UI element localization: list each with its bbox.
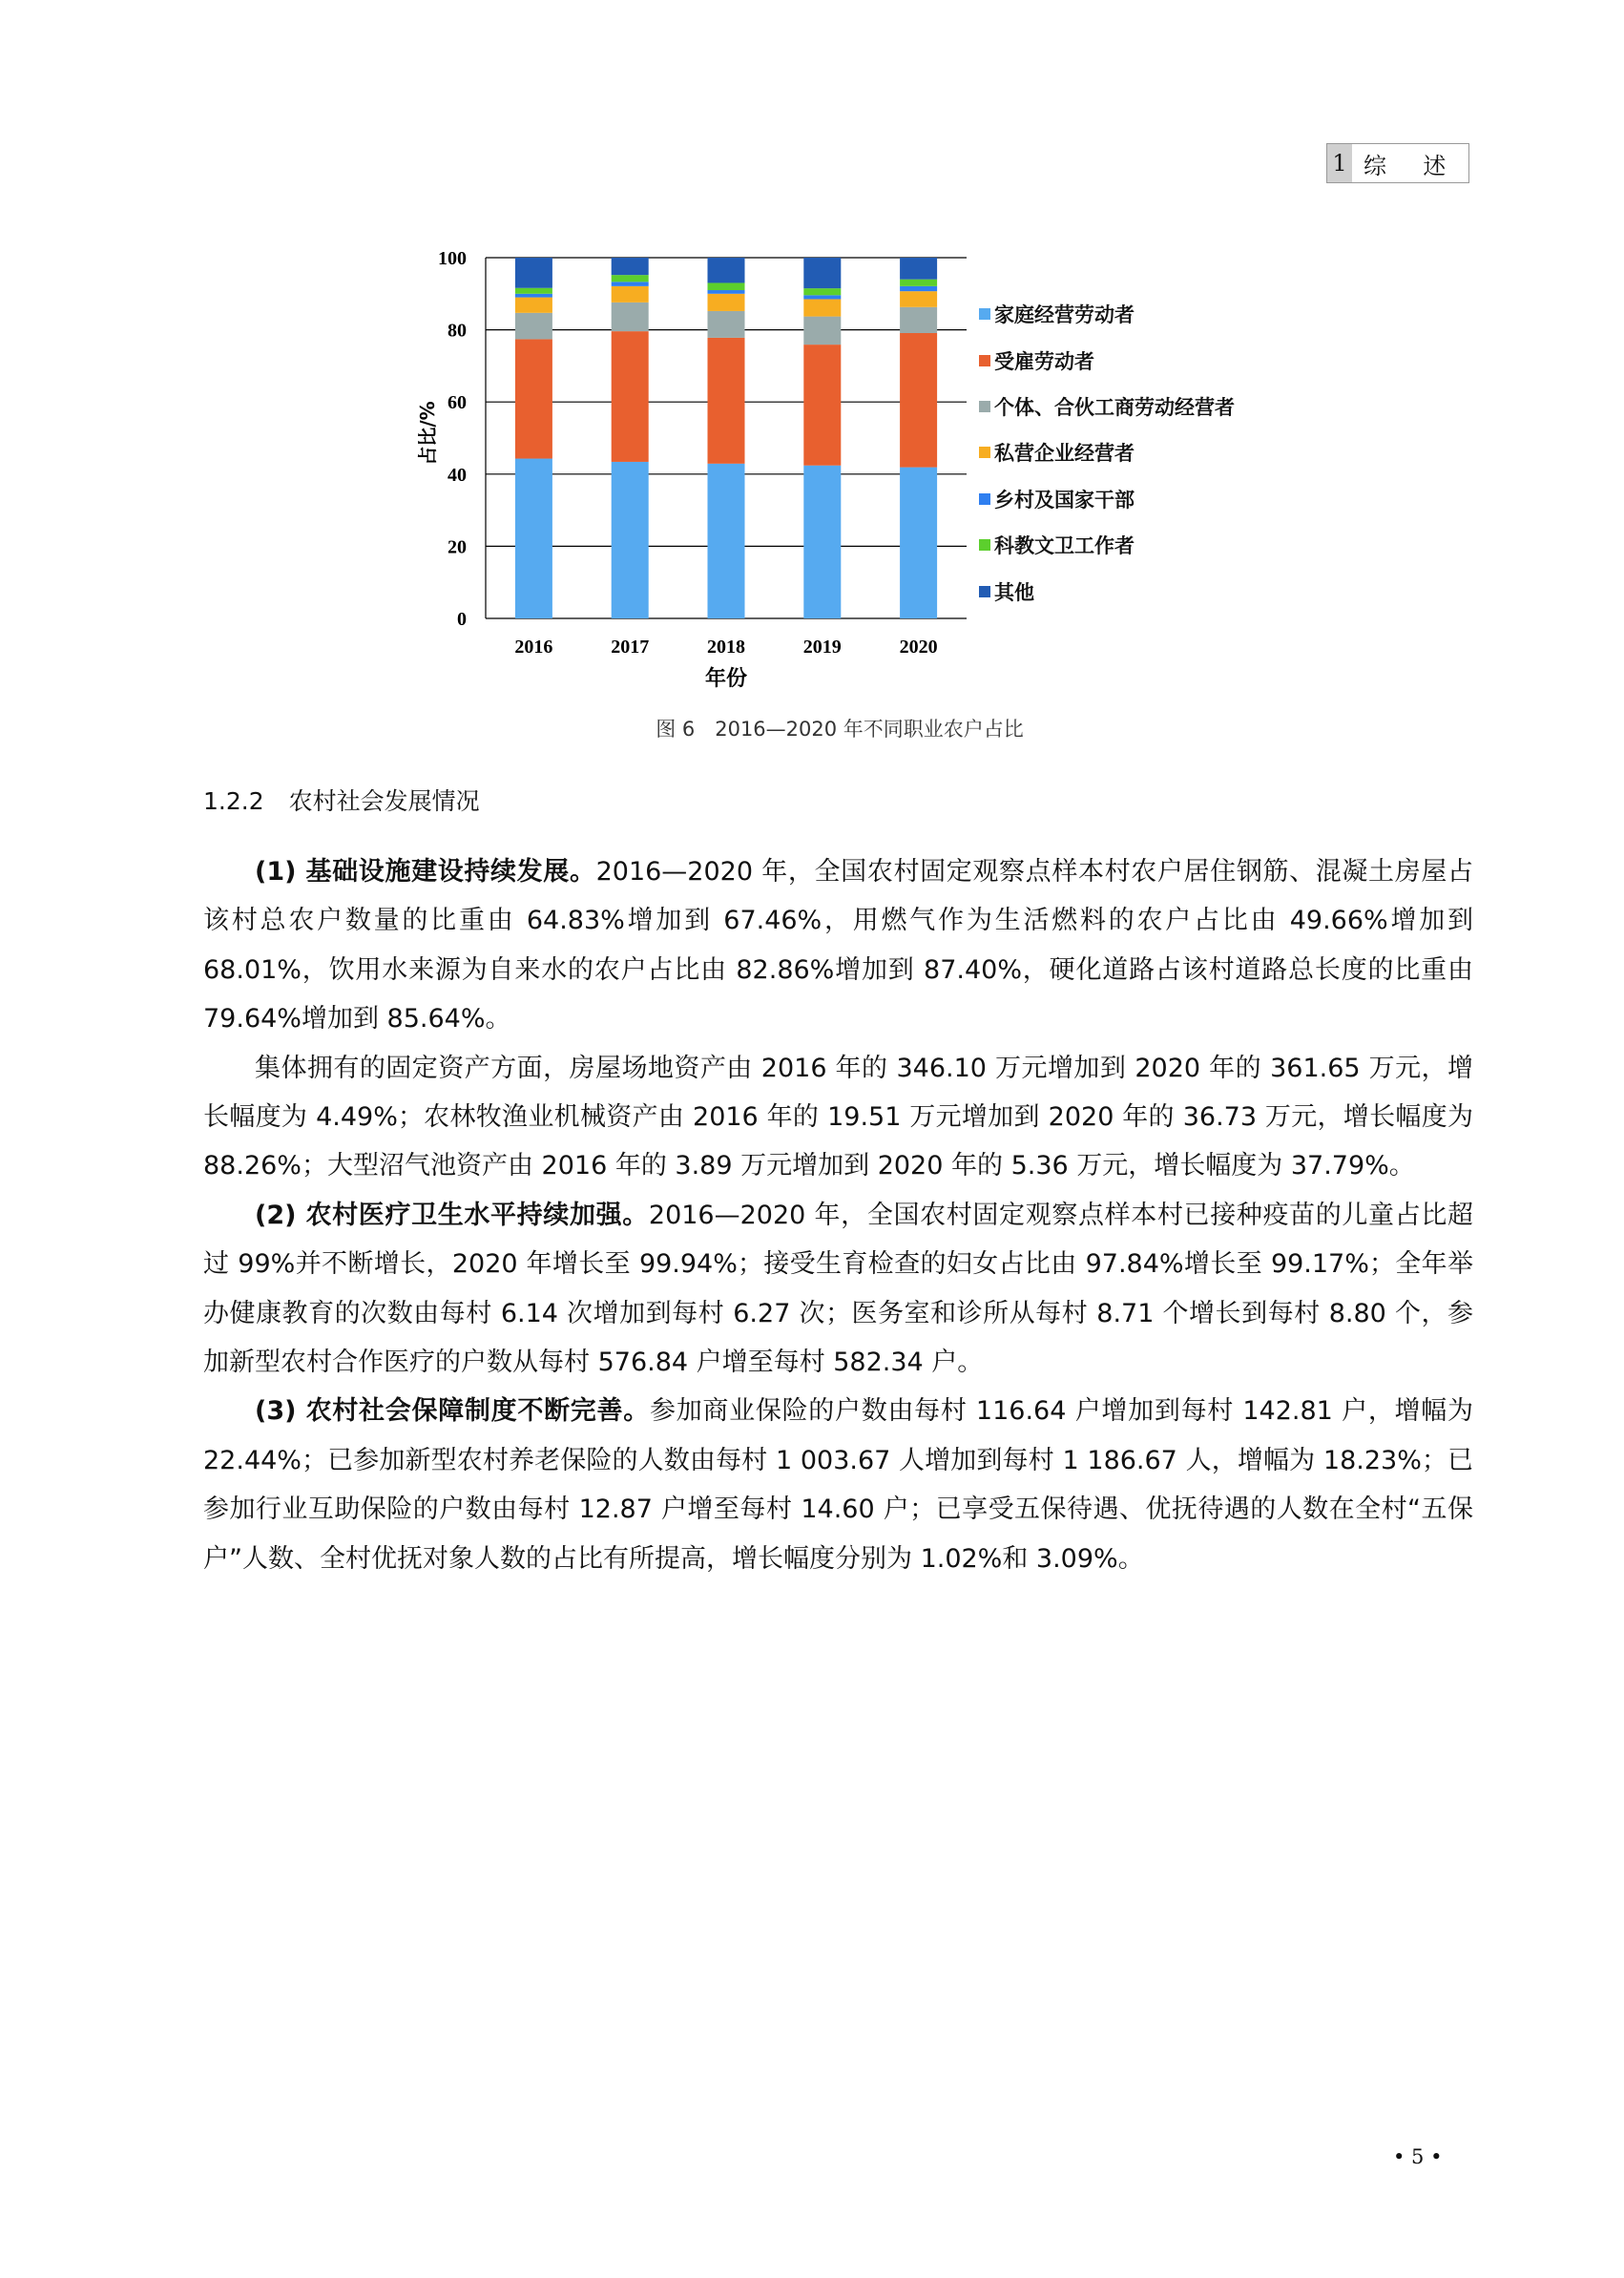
legend-swatch [979, 308, 990, 320]
bar-segment [900, 280, 937, 286]
bar-segment [803, 345, 841, 466]
legend-label: 受雇劳动者 [994, 349, 1094, 373]
bar-segment [803, 317, 841, 345]
y-axis-label: 占比/% [416, 401, 439, 466]
paragraph-infrastructure [203, 847, 1473, 1044]
bar-segment [900, 258, 937, 280]
bar-segment [708, 338, 745, 464]
bar-segment [612, 462, 649, 618]
bar-segment [612, 275, 649, 282]
legend-swatch [979, 539, 990, 551]
legend-label: 乡村及国家干部 [994, 488, 1135, 512]
bar-segment [612, 282, 649, 286]
figure-caption: 图 6 2016—2020 年不同职业农户占比 [656, 718, 1024, 741]
x-tick-label: 2016 [514, 637, 553, 658]
bar-segment [708, 294, 745, 311]
chapter-title: 综述 [1364, 152, 1483, 179]
bar-segment [515, 288, 552, 294]
bar-segment [515, 258, 552, 288]
bar-segment [515, 459, 552, 618]
legend-item [979, 384, 1235, 429]
bar-segment [803, 295, 841, 299]
bar-segment [900, 286, 937, 291]
section-title: 农村社会发展情况 [288, 787, 480, 815]
paragraph-fixed-assets [203, 1044, 1473, 1191]
bar-segment [612, 303, 649, 331]
bar-segment [803, 258, 841, 288]
bar-segment [900, 307, 937, 333]
bar-segment [900, 291, 937, 307]
legend-item [979, 337, 1235, 383]
paragraph-text: 2016—2020 年，全国农村固定观察点样本村已接种疫苗的儿童占比超过 99%并不断增长，2020 年增长至 99.94%；接受生育检查的妇女占比由 97.84%增长至 99.17%；全年举办健康教育的次数由每村 6.14 次增加到每村 6.27 次；医务室和诊所从每村 8.71 个增长到每村 8.80 个，参加新型农村合作医疗的户数从每村 576.84 户增至每村 582.34 户。 [203, 1200, 1473, 1378]
x-tick-label: 2019 [802, 637, 842, 658]
legend-item [979, 291, 1235, 337]
legend-label: 私营企业经营者 [994, 442, 1135, 466]
section-number: 1.2.2 [203, 787, 264, 815]
bar-segment [515, 298, 552, 313]
bar-segment [900, 333, 937, 468]
paragraph-healthcare [203, 1191, 1473, 1388]
bar-segment [900, 468, 937, 618]
page-number: • 5 • [1393, 2145, 1443, 2168]
y-tick-label: 20 [448, 536, 467, 558]
paragraph-social-security [203, 1387, 1473, 1583]
bar-segment [612, 258, 649, 275]
paragraph-text: 集体拥有的固定资产方面，房屋场地资产由 2016 年的 346.10 万元增加到 2020 年的 361.65 万元，增长幅度为 4.49%；农林牧渔业机械资产由 2016 年的 19.51 万元增加到 2020 年的 36.73 万元，增长幅度为 88.26%；大型沼气池资产由 2016 年的 3.89 万元增加到 2020 年的 5.36 万元，增长幅度为 37.79%。 [203, 1053, 1473, 1181]
paragraph-text: 参加商业保险的户数由每村 116.64 户增加到每村 142.81 户，增幅为 22.44%；已参加新型农村养老保险的人数由每村 1 003.67 人增加到每村 1 186.67 人，增幅为 18.23%；已参加行业互助保险的户数由每村 12.87 户增至每村 14.60 户；已享受五保待遇、优抚待遇的人数在全村“五保户”人数、全村优抚对象人数的占比有所提高，增长幅度分别为 1.02%和 3.09%。 [203, 1396, 1473, 1574]
paragraph-lead: (3) 农村社会保障制度不断完善。 [255, 1396, 650, 1427]
x-tick-label: 2017 [611, 637, 650, 658]
bar-segment [515, 339, 552, 458]
y-tick-label: 100 [438, 248, 467, 269]
bar-segment [708, 290, 745, 294]
legend-swatch [979, 493, 990, 505]
bar-segment [708, 282, 745, 290]
bar-segment [515, 313, 552, 340]
legend-swatch [979, 447, 990, 458]
legend-label: 家庭经营劳动者 [994, 303, 1135, 327]
bar-segment [803, 288, 841, 295]
legend-swatch [979, 586, 990, 597]
y-tick-label: 60 [448, 392, 467, 414]
x-tick-label: 2018 [707, 637, 745, 658]
legend-swatch [979, 355, 990, 366]
legend-swatch [979, 401, 990, 412]
legend-item [979, 476, 1235, 522]
legend-item [979, 568, 1235, 614]
x-axis-label: 年份 [704, 667, 748, 691]
legend-item [979, 522, 1235, 568]
x-tick-label: 2020 [899, 637, 938, 658]
paragraph-lead: (2) 农村医疗卫生水平持续加强。 [255, 1200, 649, 1230]
stacked-bar-chart [0, 0, 1624, 706]
paragraph-text: 2016—2020 年，全国农村固定观察点样本村农户居住钢筋、混凝土房屋占该村总农户数量的比重由 64.83%增加到 67.46%，用燃气作为生活燃料的农户占比由 49.66%增加到 68.01%，饮用水来源为自来水的农户占比由 82.86%增加到 87.40%，硬化道路占该村道路总长度的比重由 79.64%增加到 85.64%。 [203, 857, 1473, 1035]
legend-item [979, 429, 1235, 475]
bar-segment [803, 466, 841, 618]
bar-segment [612, 286, 649, 303]
chapter-number: 1 [1327, 144, 1352, 182]
legend-label: 个体、合伙工商劳动经营者 [994, 395, 1235, 419]
bar-segment [708, 464, 745, 618]
body-text [203, 847, 1473, 1583]
y-tick-label: 80 [448, 320, 467, 342]
section-heading [203, 783, 480, 817]
paragraph-lead: (1) 基础设施建设持续发展。 [255, 857, 596, 887]
bar-segment [708, 258, 745, 282]
legend-label: 其他 [994, 580, 1034, 604]
bar-segment [515, 294, 552, 298]
bar-segment [612, 331, 649, 462]
legend-label: 科教文卫工作者 [994, 534, 1135, 558]
chart-legend [979, 291, 1235, 615]
y-tick-label: 0 [457, 609, 467, 630]
bar-segment [708, 311, 745, 338]
bar-segment [803, 299, 841, 316]
y-tick-label: 40 [448, 464, 467, 486]
